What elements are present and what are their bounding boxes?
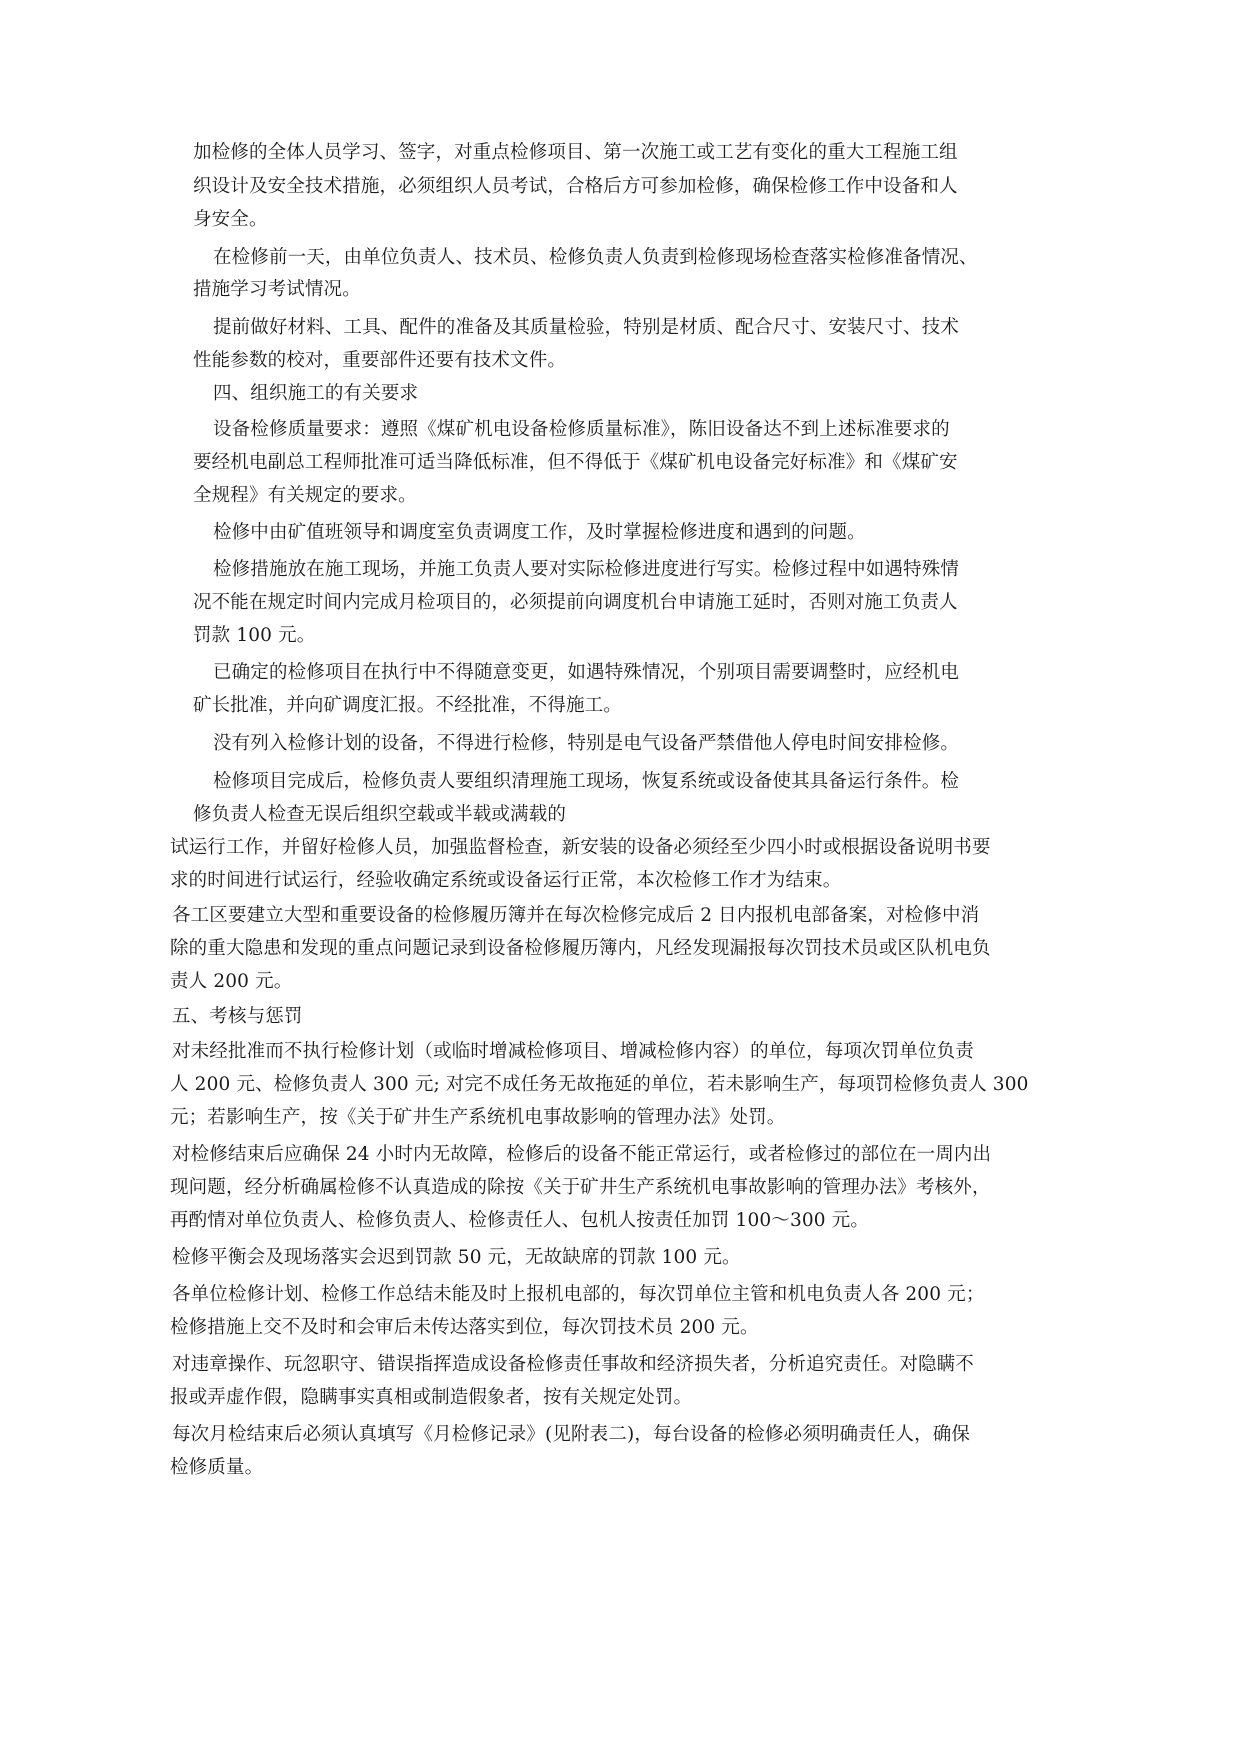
text-line: 没有列入检修计划的设备，不得进行检修，特别是电气设备严禁借他人停电时间安排检修。 (213, 733, 960, 754)
text-line: 身安全。 (193, 209, 268, 230)
text-line: 人 200 元、检修负责人 300 元; 对完不成任务无故拖延的单位，若未影响生产，每项罚检修负责人 300 (170, 1074, 1029, 1095)
text-line: 各单位检修计划、检修工作总结未能及时上报机电部的，每次罚单位主管和机电负责人各 200 元； (172, 1284, 985, 1305)
text-line: 检修措施上交不及时和会审后未传达落实到位，每次罚技术员 200 元。 (170, 1317, 759, 1338)
section-heading: 四、组织施工的有关要求 (213, 383, 419, 404)
text-line: 每次月检结束后必须认真填写《月检修记录》(见附表二)，每台设备的检修必须明确责任人，确保 (172, 1424, 971, 1445)
text-line: 检修项目完成后，检修负责人要组织清理施工现场，恢复系统或设备使其具备运行条件。检 (213, 771, 960, 792)
text-line: 措施学习考试情况。 (193, 279, 361, 300)
text-line: 已确定的检修项目在执行中不得随意变更，如遇特殊情况，个别项目需要调整时，应经机电 (213, 662, 960, 683)
text-line: 对违章操作、玩忽职守、错误指挥造成设备检修责任事故和经济损失者，分析追究责任。对隐瞒不 (172, 1354, 974, 1375)
text-line: 织设计及安全技术措施，必须组织人员考试，合格后方可参加检修，确保检修工作中设备和人 (193, 176, 958, 197)
text-line: 要经机电副总工程师批准可适当降低标准，但不得低于《煤矿机电设备完好标准》和《煤矿安 (193, 452, 958, 473)
text-line: 检修中由矿值班领导和调度室负责调度工作，及时掌握检修进度和遇到的问题。 (213, 522, 866, 543)
text-line: 设备检修质量要求：遵照《煤矿机电设备检修质量标准》，陈旧设备达不到上述标准要求的 (213, 419, 950, 440)
text-line: 元；若影响生产，按《关于矿井生产系统机电事故影响的管理办法》处罚。 (170, 1107, 786, 1128)
text-line: 罚款 100 元。 (193, 625, 316, 646)
text-line: 再酌情对单位负责人、检修负责人、检修责任人、包机人按责任加罚 100～300 元。 (170, 1210, 870, 1231)
text-line: 提前做好材料、工具、配件的准备及其质量检验，特别是材质、配合尺寸、安装尺寸、技术 (213, 317, 960, 338)
text-line: 试运行工作，并留好检修人员，加强监督检查，新安装的设备必须经至少四小时或根据设备说明书要 (170, 837, 991, 858)
text-line: 报或弄虚作假，隐瞒事实真相或制造假象者，按有关规定处罚。 (170, 1387, 693, 1408)
text-line: 责人 200 元。 (170, 971, 293, 992)
text-line: 检修质量。 (170, 1457, 264, 1478)
text-line: 修负责人检查无误后组织空载或半载或满载的 (193, 804, 567, 825)
text-line: 对未经批准而不执行检修计划（或临时增减检修项目、增减检修内容）的单位，每项次罚单位负责 (172, 1041, 974, 1062)
text-line: 性能参数的校对，重要部件还要有技术文件。 (193, 350, 567, 371)
text-line: 在检修前一天，由单位负责人、技术员、检修负责人负责到检修现场检查落实检修准备情况、 (213, 247, 978, 268)
text-line: 各工区要建立大型和重要设备的检修履历簿并在每次检修完成后 2 日内报机电部备案，对检修中消 (172, 905, 980, 926)
text-line: 检修措施放在施工现场，并施工负责人要对实际检修进度进行写实。检修过程中如遇特殊情 (213, 559, 960, 580)
text-line: 除的重大隐患和发现的重点问题记录到设备检修履历簿内，凡经发现漏报每次罚技术员或区队机电负 (170, 938, 991, 959)
text-line: 全规程》有关规定的要求。 (193, 485, 417, 506)
section-heading: 五、考核与惩罚 (172, 1006, 303, 1027)
text-line: 检修平衡会及现场落实会迟到罚款 50 元，无故缺席的罚款 100 元。 (172, 1247, 741, 1268)
text-line: 对检修结束后应确保 24 小时内无故障，检修后的设备不能正常运行，或者检修过的部位在一周内出 (172, 1144, 992, 1165)
text-line: 况不能在规定时间内完成月检项目的，必须提前向调度机台申请施工延时，否则对施工负责人 (193, 592, 958, 613)
text-line: 求的时间进行试运行，经验收确定系统或设备运行正常，本次检修工作才为结束。 (170, 870, 842, 891)
text-line: 加检修的全体人员学习、签字，对重点检修项目、第一次施工或工艺有变化的重大工程施工组 (193, 142, 958, 163)
text-line: 矿长批准，并向矿调度汇报。不经批准，不得施工。 (193, 695, 622, 716)
text-line: 现问题，经分析确属检修不认真造成的除按《关于矿井生产系统机电事故影响的管理办法》考核外， (170, 1177, 991, 1198)
